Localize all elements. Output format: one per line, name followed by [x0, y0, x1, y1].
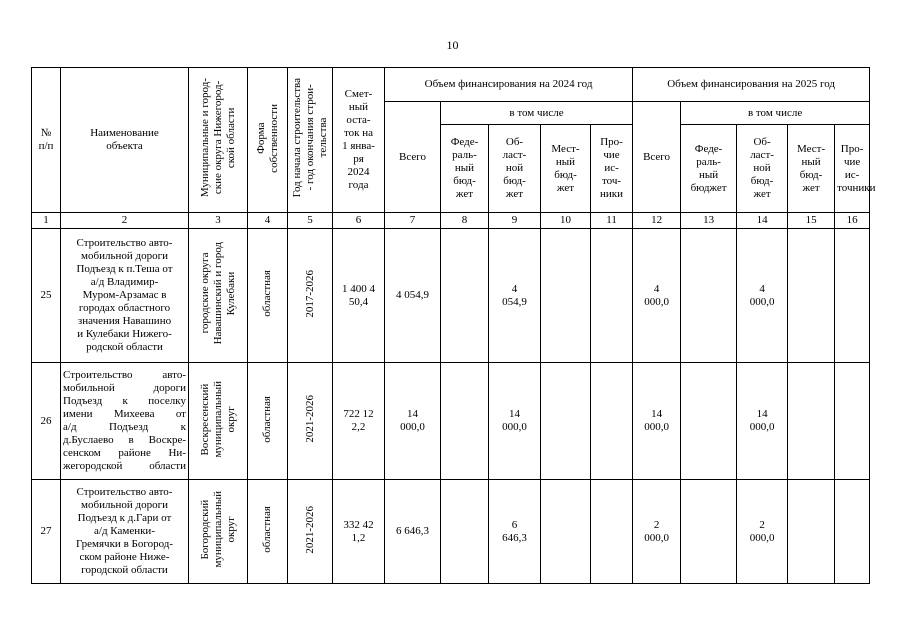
regional-2024: 6 646,3 — [489, 480, 541, 584]
local-2024 — [541, 363, 591, 480]
municipality: городские округа Навашинский и город Кулебаки — [189, 229, 248, 363]
ownership: областная — [248, 363, 288, 480]
other-2025 — [835, 363, 870, 480]
ownership: областная — [248, 480, 288, 584]
header-federal-2024: Федe- раль- ный бюд- жет — [441, 125, 489, 213]
header-incl-2025: в том числе — [681, 102, 870, 125]
object-name: Строительство авто- мобильной дороги Подъезд к п.Теша от а/д Владимир- Муром-Арзамас в городах областного значения Навашино и Кулебаки Нижего- родской области — [61, 229, 189, 363]
construction-years: 2021-2026 — [288, 363, 333, 480]
local-2024 — [541, 480, 591, 584]
column-number: 13 — [681, 213, 737, 229]
federal-2024 — [441, 363, 489, 480]
other-2024 — [591, 363, 633, 480]
page-number: 10 — [446, 38, 459, 52]
federal-2024 — [441, 229, 489, 363]
total-2024: 14 000,0 — [385, 363, 441, 480]
row-number: 25 — [32, 229, 61, 363]
column-number: 3 — [189, 213, 248, 229]
construction-years: 2017-2026 — [288, 229, 333, 363]
column-number: 15 — [788, 213, 835, 229]
column-number: 4 — [248, 213, 288, 229]
estimate-balance: 722 12 2,2 — [333, 363, 385, 480]
object-name: Строительство авто- мобильной дороги Подъезд к поселку имени Михеева от а/д Подъезд к д.Буслаево в Воскре- сенском районе Ни- жегородской области — [61, 363, 189, 480]
object-name: Строительство авто- мобильной дороги Подъезд к д.Гари от а/д Каменки- Гремячки в Богород- ском районе Нижe- городской области — [61, 480, 189, 584]
column-number: 14 — [737, 213, 788, 229]
federal-2025 — [681, 229, 737, 363]
header-other-2025: Про- чие ис- точники — [835, 125, 870, 213]
regional-2025: 14 000,0 — [737, 363, 788, 480]
total-2024: 4 054,9 — [385, 229, 441, 363]
header-federal-2025: Федe- раль- ный бюджет — [681, 125, 737, 213]
table-row — [32, 480, 870, 584]
regional-2025: 2 000,0 — [737, 480, 788, 584]
header-years: Год начала строительства - год окончания строи- тельства — [288, 68, 333, 213]
estimate-balance: 1 400 4 50,4 — [333, 229, 385, 363]
local-2025 — [788, 480, 835, 584]
total-2025: 2 000,0 — [633, 480, 681, 584]
total-2024: 6 646,3 — [385, 480, 441, 584]
column-number: 7 — [385, 213, 441, 229]
header-name: Наименование объекта — [61, 68, 189, 213]
column-number-row — [32, 213, 870, 229]
header-row-1 — [32, 68, 870, 102]
regional-2024: 4 054,9 — [489, 229, 541, 363]
other-2024 — [591, 229, 633, 363]
column-number: 16 — [835, 213, 870, 229]
federal-2025 — [681, 363, 737, 480]
header-regional-2025: Об- ласт- ной бюд- жет — [737, 125, 788, 213]
header-fin-2024: Объем финансирования на 2024 год — [385, 68, 633, 102]
column-number: 9 — [489, 213, 541, 229]
regional-2024: 14 000,0 — [489, 363, 541, 480]
other-2024 — [591, 480, 633, 584]
header-ownership: Форма собственности — [248, 68, 288, 213]
local-2024 — [541, 229, 591, 363]
header-num: № п/п — [32, 68, 61, 213]
regional-2025: 4 000,0 — [737, 229, 788, 363]
column-number: 6 — [333, 213, 385, 229]
header-municipal: Муниципальные и город- ские округа Нижегород- ской области — [189, 68, 248, 213]
financing-table — [31, 67, 876, 584]
column-number: 11 — [591, 213, 633, 229]
header-total-2024: Всего — [385, 102, 441, 213]
column-number: 5 — [288, 213, 333, 229]
column-number: 8 — [441, 213, 489, 229]
header-regional-2024: Об- ласт- ной бюд- жет — [489, 125, 541, 213]
row-number: 27 — [32, 480, 61, 584]
ownership: областная — [248, 229, 288, 363]
header-fin-2025: Объем финансирования на 2025 год — [633, 68, 870, 102]
header-local-2024: Мест- ный бюд- жет — [541, 125, 591, 213]
header-estimate: Смет- ный оста- ток на 1 янва- ря 2024 года — [333, 68, 385, 213]
column-number: 2 — [61, 213, 189, 229]
table-row — [32, 363, 870, 480]
header-local-2025: Мест- ный бюд- жет — [788, 125, 835, 213]
federal-2024 — [441, 480, 489, 584]
other-2025 — [835, 229, 870, 363]
column-number: 10 — [541, 213, 591, 229]
row-number: 26 — [32, 363, 61, 480]
local-2025 — [788, 363, 835, 480]
construction-years: 2021-2026 — [288, 480, 333, 584]
other-2025 — [835, 480, 870, 584]
municipality: Богородский муниципальный округ — [189, 480, 248, 584]
estimate-balance: 332 42 1,2 — [333, 480, 385, 584]
header-total-2025: Всего — [633, 102, 681, 213]
column-number: 1 — [32, 213, 61, 229]
federal-2025 — [681, 480, 737, 584]
total-2025: 14 000,0 — [633, 363, 681, 480]
header-other-2024: Про- чие ис- точ- ники — [591, 125, 633, 213]
local-2025 — [788, 229, 835, 363]
table-row — [32, 229, 870, 363]
total-2025: 4 000,0 — [633, 229, 681, 363]
header-incl-2024: в том числе — [441, 102, 633, 125]
municipality: Воскресенский муниципальный округ — [189, 363, 248, 480]
column-number: 12 — [633, 213, 681, 229]
